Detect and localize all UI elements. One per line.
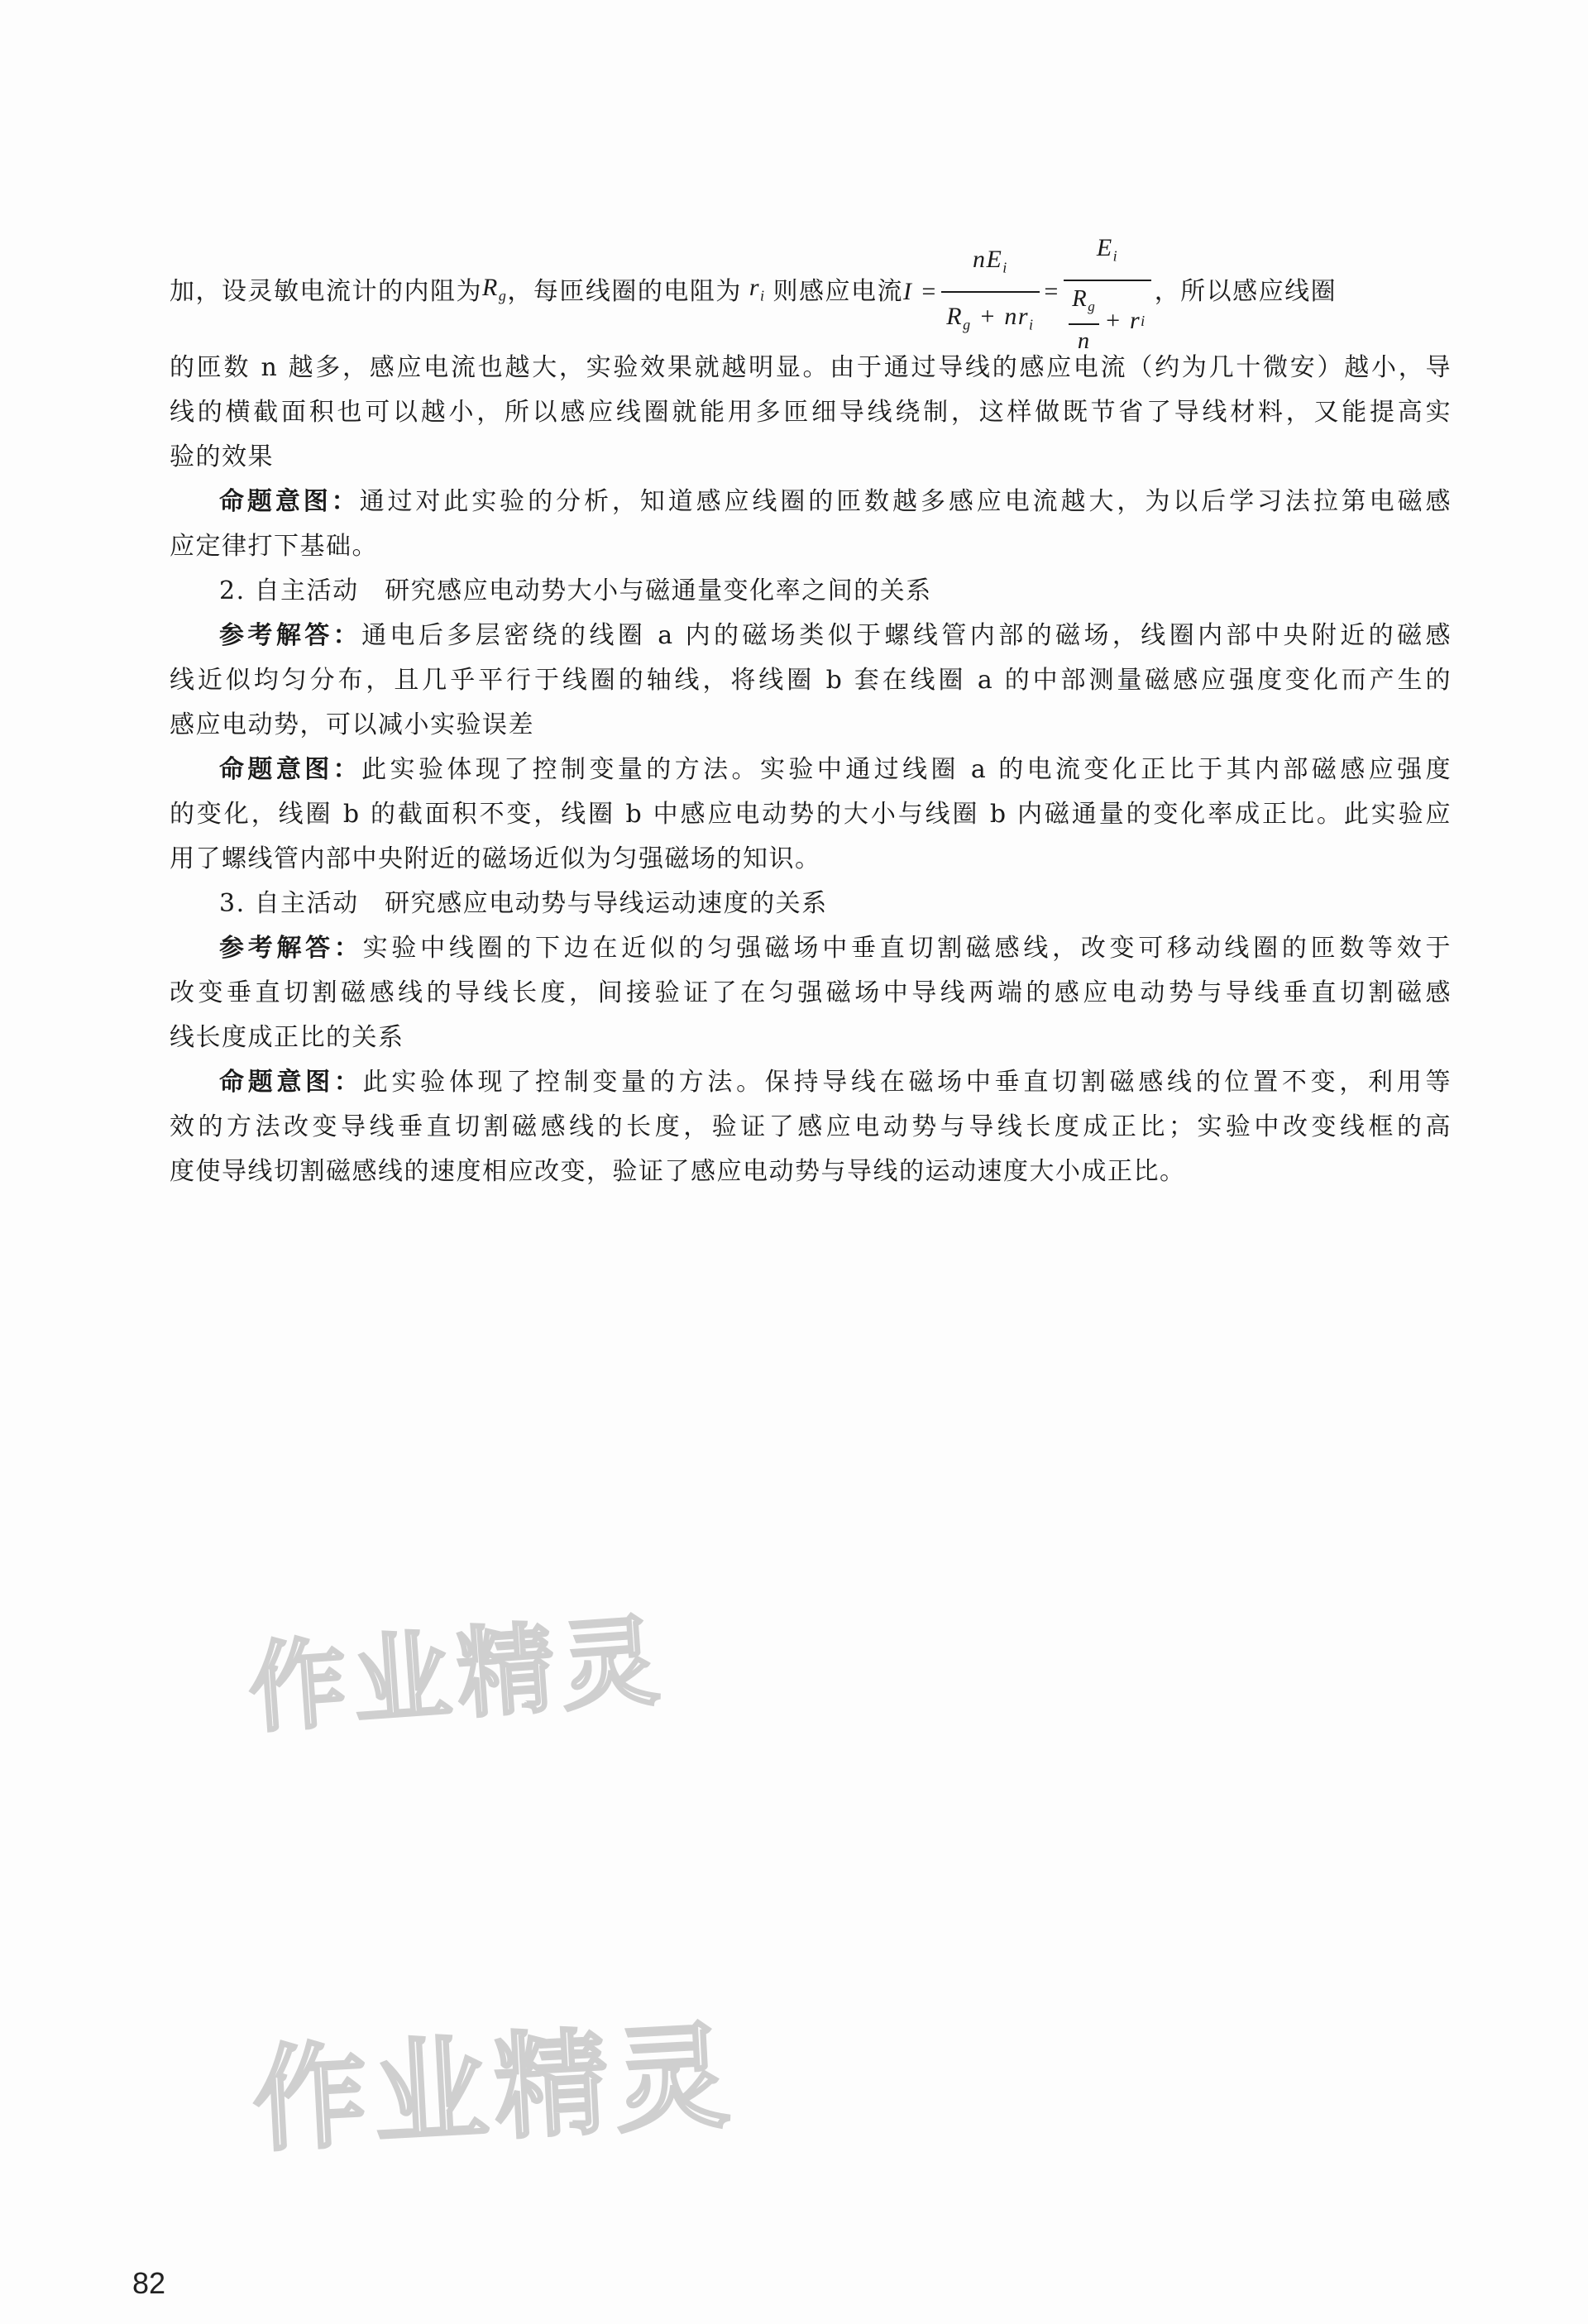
- text-line: 线的横截面积也可以越小，所以感应线圈就能用多匝细导线绕制，这样做既节省了导线材料，又能提高实: [170, 398, 1452, 427]
- ri-symbol: $r_i$: [749, 274, 766, 304]
- intent-label: 命题意图：: [219, 755, 362, 784]
- formula-line: [170, 233, 1452, 355]
- intent-1: [170, 480, 1452, 569]
- rg-symbol: $R_g$: [482, 274, 508, 304]
- page-number: 82: [132, 2266, 166, 2300]
- formula-mid2-text: 则感应电流: [772, 277, 904, 306]
- section-title: 2. 自主活动 研究感应电动势大小与磁通量变化率之间的关系: [219, 576, 932, 605]
- section-3-title: [170, 882, 1452, 926]
- intent-2: [170, 748, 1452, 882]
- nested-fraction: $\frac{R_g}{n}$: [1069, 283, 1099, 358]
- text-line: 命题意图：此实验体现了控制变量的方法。实验中通过线圈 a 的电流变化正比于其内部磁感应强度: [219, 755, 1452, 784]
- intent-label: 命题意图：: [219, 487, 360, 516]
- formula-pre-text: 加，设灵敏电流计的内阻为: [170, 277, 482, 306]
- fraction-2: $E_i$ $\frac{R_g}{n}$ + r i: [1064, 226, 1150, 358]
- text-line: 线近似均匀分布，且几乎平行于线圈的轴线，将线圈 b 套在线圈 a 的中部测量磁感应强度变化而产生的: [170, 666, 1452, 695]
- text-line: 的变化，线圈 b 的截面积不变，线圈 b 中感应电动势的大小与线圈 b 内磁通量的变化率成正比。此实验应: [170, 800, 1452, 829]
- section-title: 3. 自主活动 研究感应电动势与导线运动速度的关系: [219, 889, 828, 918]
- watermark-logo: 作业精灵: [245, 1603, 669, 1747]
- formula-mid1-text: ，每匝线圈的电阻为: [507, 277, 742, 306]
- text-line: 验的效果: [170, 442, 274, 471]
- text-line: 效的方法改变导线垂直切割磁感线的长度，验证了感应电动势与导线长度成正比；实验中改变线框的高: [170, 1112, 1452, 1141]
- current-symbol: I =: [903, 278, 939, 305]
- text-line: 应定律打下基础。: [170, 532, 378, 561]
- text-line: 命题意图：通过对此实验的分析，知道感应线圈的匝数越多感应电流越大，为以后学习法拉第电磁感: [219, 487, 1452, 516]
- text-line: 参考解答：通电后多层密绕的线圈 a 内的磁场类似于螺线管内部的磁场，线圈内部中央附近的磁感: [219, 621, 1452, 650]
- page-content: [170, 233, 1452, 1194]
- intent-3: [170, 1060, 1452, 1194]
- text-line: 命题意图：此实验体现了控制变量的方法。保持导线在磁场中垂直切割磁感线的位置不变，利用等: [219, 1068, 1452, 1097]
- answer-3: [170, 926, 1452, 1060]
- text-line: 度使导线切割磁感线的速度相应改变，验证了感应电动势与导线的运动速度大小成正比。: [170, 1157, 1186, 1186]
- answer-2: [170, 614, 1452, 748]
- text-line: 感应电动势，可以减小实验误差: [170, 710, 534, 739]
- fraction-1: $\frac{nE_i}{R_g + nr_i}$: [941, 237, 1039, 347]
- answer-label: 参考解答：: [219, 621, 362, 650]
- formula-post-text: ，所以感应线圈: [1154, 277, 1337, 306]
- paragraph-1: [170, 346, 1452, 480]
- watermark-logo: 作业精灵: [249, 2009, 739, 2169]
- answer-label: 参考解答：: [219, 934, 363, 963]
- text-line: 参考解答：实验中线圈的下边在近似的匀强磁场中垂直切割磁感线，改变可移动线圈的匝数等效于: [219, 934, 1452, 963]
- text-line: 用了螺线管内部中央附近的磁场近似为匀强磁场的知识。: [170, 844, 821, 873]
- section-2-title: [170, 569, 1452, 614]
- text-line: 的匝数 n 越多，感应电流也越大，实验效果就越明显。由于通过导线的感应电流（约为几十微安）越小，导: [170, 353, 1452, 382]
- text-line: 线长度成正比的关系: [170, 1023, 404, 1052]
- text-line: 改变垂直切割磁感线的导线长度，间接验证了在匀强磁场中导线两端的感应电动势与导线垂直切割磁感: [170, 978, 1452, 1007]
- equals-sign: =: [1042, 278, 1061, 305]
- intent-label: 命题意图：: [219, 1068, 363, 1097]
